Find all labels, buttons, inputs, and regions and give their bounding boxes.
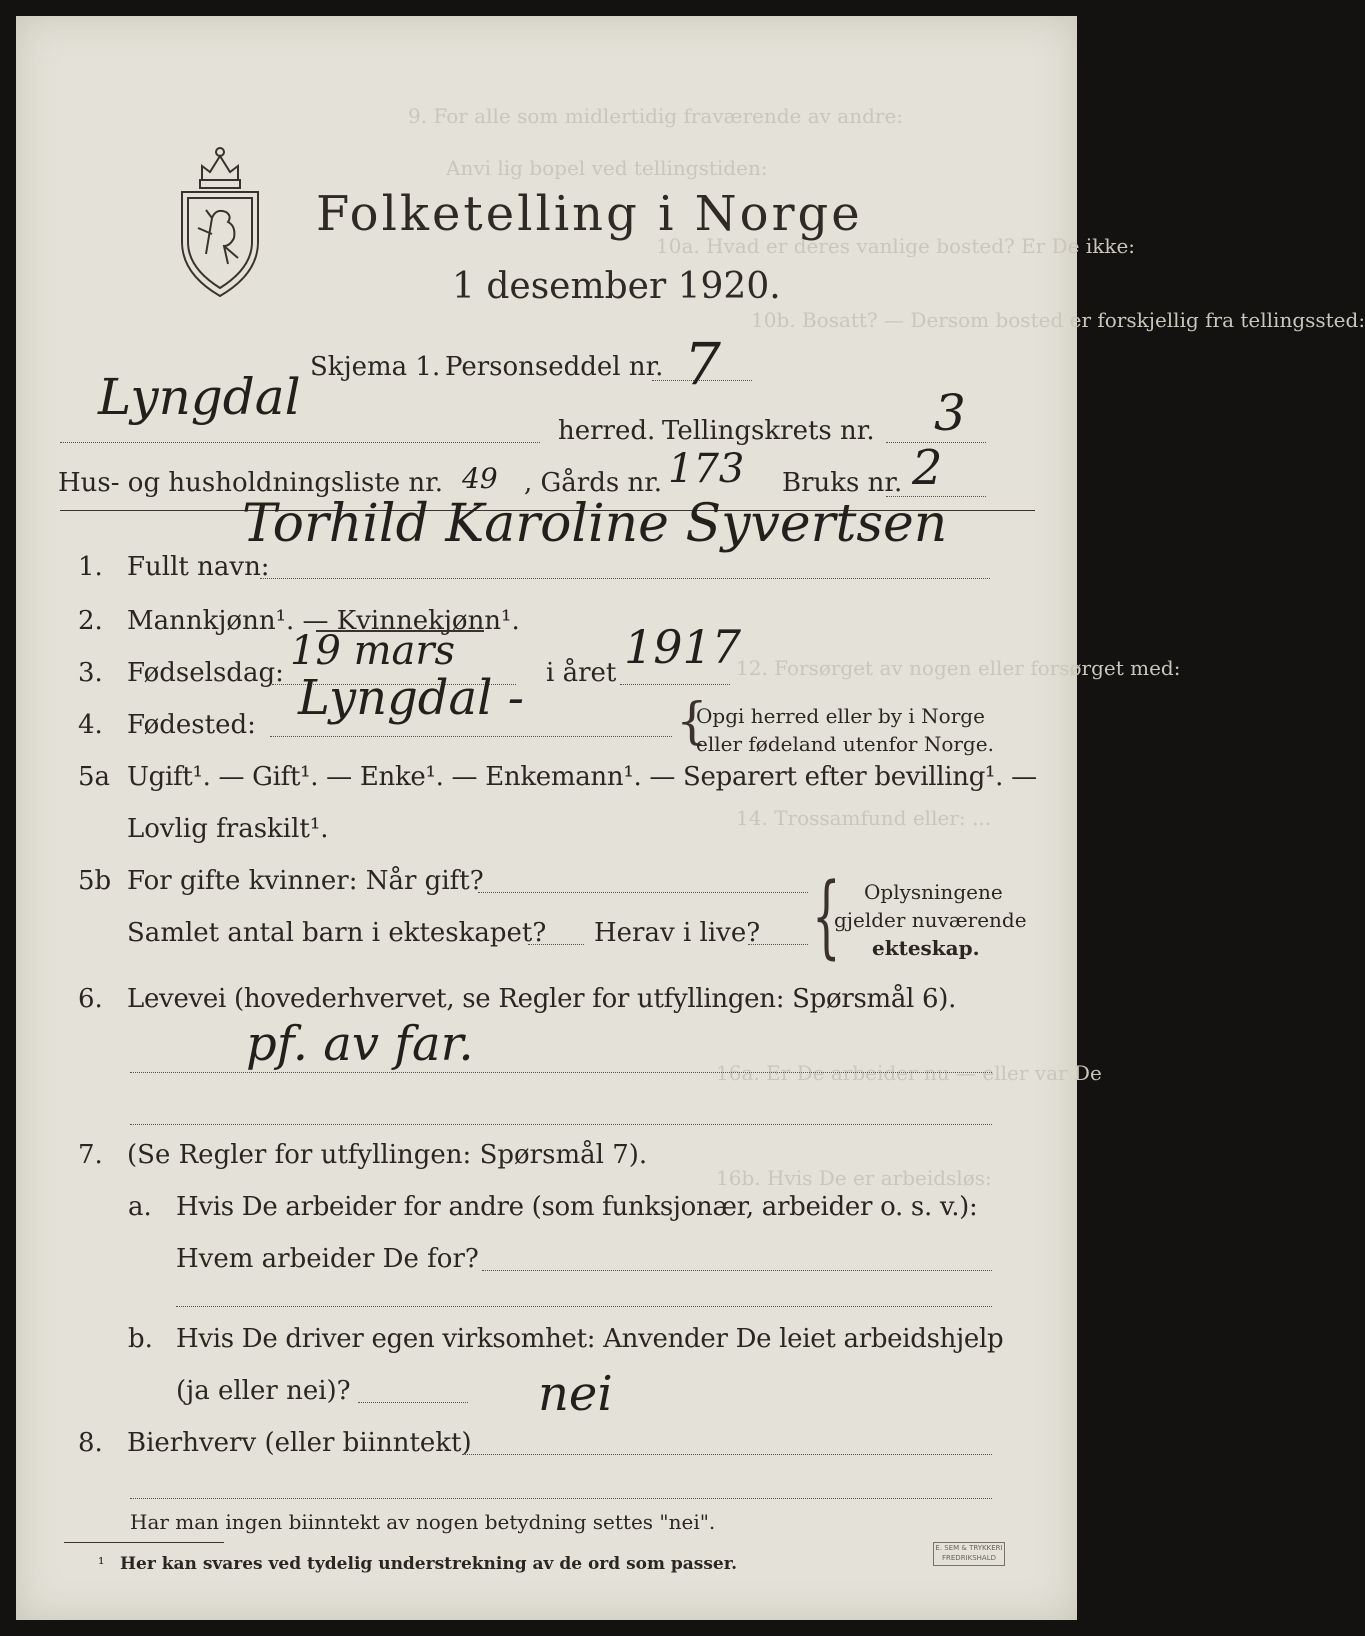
q6-number: 6. bbox=[78, 984, 103, 1014]
q7a-letter: a. bbox=[128, 1192, 152, 1222]
q5b-note-line2: gjelder nuværende bbox=[834, 908, 1027, 932]
bleedthrough-text: Anvi lig bopel ved tellingstiden: bbox=[446, 156, 768, 180]
census-date: 1 desember 1920. bbox=[452, 266, 781, 307]
tellingskrets-value: 3 bbox=[934, 384, 966, 442]
q7-number: 7. bbox=[78, 1140, 103, 1170]
norwegian-coat-of-arms-icon bbox=[176, 142, 264, 300]
bruks-value: 2 bbox=[912, 440, 943, 496]
hus-value: 49 bbox=[462, 462, 498, 495]
birthday-value: 19 mars bbox=[290, 628, 456, 674]
footnote: Her kan svares ved tydelig understrekning av de ord som passer. bbox=[120, 1554, 738, 1574]
q5b-line2: Samlet antal barn i ekteskapet? bbox=[127, 918, 547, 948]
q4-label: Fødested: bbox=[127, 710, 256, 740]
q5a-line1: Ugift¹. — Gift¹. — Enke¹. — Enkemann¹. — Separert efter bevilling¹. — bbox=[127, 762, 1037, 792]
q7a-line2: Hvem arbeider De for? bbox=[176, 1244, 479, 1274]
full-name-value: Torhild Karoline Syvertsen bbox=[242, 494, 948, 554]
q3-number: 3. bbox=[78, 658, 103, 688]
q4-note-line2: eller fødeland utenfor Norge. bbox=[696, 732, 994, 756]
q8-number: 8. bbox=[78, 1428, 103, 1458]
footer-note: Har man ingen biinntekt av nogen betydning settes "nei". bbox=[130, 1510, 716, 1534]
birth-year-value: 1917 bbox=[624, 620, 742, 674]
bleedthrough-text: 16a. Er De arbeider nu — eller var De bbox=[716, 1061, 1102, 1085]
q5a-line2: Lovlig fraskilt¹. bbox=[127, 814, 329, 844]
bruks-label: Bruks nr. bbox=[782, 468, 903, 498]
page-title: Folketelling i Norge bbox=[316, 186, 863, 242]
footnote-number: ¹ bbox=[98, 1554, 105, 1573]
q7b-letter: b. bbox=[128, 1324, 153, 1354]
gards-value: 173 bbox=[668, 446, 745, 492]
hired-help-value: nei bbox=[538, 1366, 613, 1422]
personseddel-label: Personseddel nr. bbox=[445, 352, 664, 382]
q5b-number: 5b bbox=[78, 866, 112, 896]
q7-label: (Se Regler for utfyllingen: Spørsmål 7). bbox=[127, 1140, 648, 1170]
q1-label: Fullt navn: bbox=[127, 552, 270, 582]
herred-label: herred. bbox=[558, 416, 656, 446]
q5b-line1: For gifte kvinner: Når gift? bbox=[127, 866, 484, 896]
q5b-note-line3: ekteskap. bbox=[872, 936, 980, 960]
q7b-line1: Hvis De driver egen virksomhet: Anvender De leiet arbeidshjelp bbox=[176, 1324, 1004, 1354]
q3-year-label: i året bbox=[546, 658, 617, 688]
q5a-number: 5a bbox=[78, 762, 111, 792]
bleedthrough-text: 16b. Hvis De er arbeidsløs: bbox=[716, 1166, 992, 1190]
q2-label: Mannkjønn¹. — Kvinnekjønn¹. bbox=[127, 606, 520, 636]
q4-number: 4. bbox=[78, 710, 103, 740]
bleedthrough-text: 10a. Hvad er deres vanlige bosted? Er De ikke: bbox=[656, 234, 1136, 258]
hus-label: Hus- og husholdningsliste nr. bbox=[58, 468, 444, 498]
schema-label: Skjema 1. bbox=[310, 352, 441, 382]
bleedthrough-text: 12. Forsørget av nogen eller forsørget med: bbox=[736, 656, 1181, 680]
herred-value: Lyngdal bbox=[98, 368, 301, 426]
q5b-note-line1: Oplysningene bbox=[864, 880, 1003, 904]
census-form-sheet: 9. For alle som midlertidig fraværende av andre: Anvi lig bopel ved tellingstiden: 10a. Hvad er deres vanlige bosted? Er De ikke: 10b. Bosatt? — Dersom bosted er forskjellig fra tellingssted: 12. Forsørget av nogen eller forsørget med: 14. Trossamfund eller: ... 16a. Er De arbeider nu — eller var De 16b. Hvis De er arbeidsløs: Folketelling i Norge 1 desember 1920. Skjema 1. Personseddel nr. 7 Lyngdal herred. Tellingskrets nr. 3 Hus- og husholdningsliste nr. 49 , Gårds nr. 173 Bruks nr. 2 1. Fullt navn: Torhild Karoline Syvertsen 2. Mannkjønn¹. — Kvinnekjønn¹. 3. Fødselsdag: 19 mars i året 1917 4. Fødested: Lyngdal - { Opgi herred eller by i Norge eller fødeland utenfor Norge. 5a Ugift¹. — Gift¹. — Enke¹. — Enkemann¹. — Separert efter bevilling¹. — Lovlig fraskilt¹. 5b For gifte kvinner: Når gift? Samlet antal barn i ekteskapet? Herav i live? { Oplysningene gjelder nuværende ekteskap. 6. Levevei (hovederhvervet, se Regler for utfyllingen: Spørsmål 6). pf. av far. 7. (Se Regler for utfyllingen: Spørsmål 7). a. Hvis De arbeider for andre (som funksjonær, arbeider o. s. v.): Hvem arbeider De for? b. Hvis De driver egen virksomhet: Anvender De leiet arbeidshjelp (ja eller nei)? nei 8. Bierhverv (eller biinntekt) Har man ingen biinntekt av nogen betydning settes "nei". ¹ Her kan svares ved tydelig understrekning av de ord som passer. E. SEM & TRYKKERI FREDRIKSHALD bbox=[16, 16, 1077, 1620]
birthplace-value: Lyngdal - bbox=[298, 670, 524, 726]
q6-label: Levevei (hovederhvervet, se Regler for utfyllingen: Spørsmål 6). bbox=[127, 984, 957, 1014]
q7b-line2: (ja eller nei)? bbox=[176, 1376, 351, 1406]
tellingskrets-label: Tellingskrets nr. bbox=[662, 416, 875, 446]
gards-label: , Gårds nr. bbox=[524, 468, 663, 498]
q3-label: Fødselsdag: bbox=[127, 658, 284, 688]
personseddel-value: 7 bbox=[684, 330, 721, 398]
bleedthrough-text: 10b. Bosatt? — Dersom bosted er forskjellig fra tellingssted: bbox=[751, 308, 1365, 332]
q1-number: 1. bbox=[78, 552, 103, 582]
q8-label: Bierhverv (eller biinntekt) bbox=[127, 1428, 472, 1458]
occupation-value: pf. av far. bbox=[246, 1016, 474, 1072]
q7a-line1: Hvis De arbeider for andre (som funksjonær, arbeider o. s. v.): bbox=[176, 1192, 978, 1222]
q5b-line2b: Herav i live? bbox=[594, 918, 761, 948]
q2-number: 2. bbox=[78, 606, 103, 636]
bleedthrough-text: 14. Trossamfund eller: ... bbox=[736, 806, 992, 830]
q4-note-line1: Opgi herred eller by i Norge bbox=[696, 704, 985, 728]
bleedthrough-text: 9. For alle som midlertidig fraværende av andre: bbox=[408, 104, 904, 128]
printer-stamp: E. SEM & TRYKKERI FREDRIKSHALD bbox=[933, 1542, 1005, 1566]
